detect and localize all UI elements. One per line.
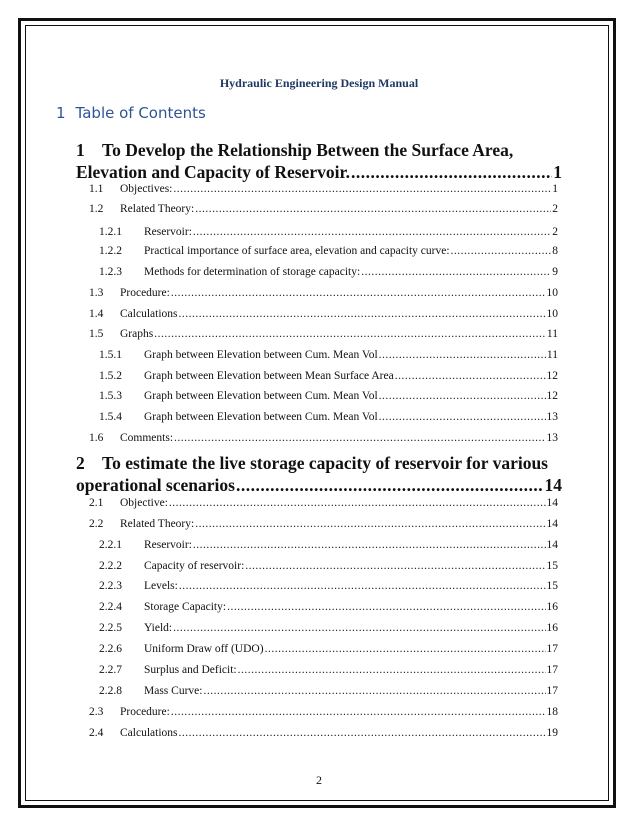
toc-entry[interactable] <box>99 245 558 257</box>
toc-chapter-2[interactable] <box>76 452 562 496</box>
toc-entry-number: 1.5.3 <box>99 390 122 402</box>
toc-entry-label: Reservoir: <box>144 539 192 551</box>
toc-entry-label: Procedure: <box>120 287 170 299</box>
toc-entry-label: Uniform Draw off (UDO) <box>144 643 264 655</box>
toc-dot-leader <box>265 643 546 655</box>
toc-dot-leader <box>193 226 551 238</box>
toc-dot-leader <box>395 370 546 382</box>
toc-page-number: 11 <box>546 349 558 361</box>
toc-page-number: 15 <box>546 560 558 572</box>
toc-entry-label: Surplus and Deficit: <box>144 664 237 676</box>
toc-entry-number: 1.3 <box>89 287 104 299</box>
toc-page-number: 16 <box>546 622 558 634</box>
toc-dot-leader <box>179 580 546 592</box>
toc-dot-leader <box>173 622 545 634</box>
toc-chapter-title-line1: To estimate the live storage capacity of reservoir for various <box>102 453 548 473</box>
toc-dot-leader <box>379 390 546 402</box>
toc-dot-leader <box>195 203 551 215</box>
toc-entry-number: 1.4 <box>89 308 104 320</box>
toc-entry-label: Objective: <box>120 497 168 509</box>
toc-entry-number: 2.2.1 <box>99 539 122 551</box>
document-header-title: Hydraulic Engineering Design Manual <box>219 76 419 90</box>
toc-page-number: 10 <box>546 308 558 320</box>
toc-chapter-number: 2 <box>76 453 85 473</box>
toc-entry[interactable] <box>89 183 558 195</box>
toc-entry-number: 1.5 <box>89 328 104 340</box>
toc-dot-leader <box>361 266 551 278</box>
toc-entry[interactable] <box>89 328 558 340</box>
toc-dot-leader <box>171 706 546 718</box>
toc-entry[interactable] <box>99 390 558 402</box>
toc-entry[interactable] <box>99 580 558 592</box>
toc-page-number: 14 <box>544 475 562 495</box>
toc-entry[interactable] <box>99 601 558 613</box>
toc-entry[interactable] <box>89 727 558 739</box>
toc-entry[interactable] <box>89 497 558 509</box>
toc-entry[interactable] <box>99 643 558 655</box>
toc-dot-leader <box>238 664 546 676</box>
toc-entry-label: Graph between Elevation between Cum. Mean Vol <box>144 349 378 361</box>
toc-entry-number: 2.2.6 <box>99 643 122 655</box>
toc-chapter-title-line2: operational scenarios <box>76 475 235 495</box>
toc-entry-label: Related Theory: <box>120 203 195 215</box>
toc-dot-leader <box>227 601 545 613</box>
toc-page-number: 14 <box>546 539 558 551</box>
toc-entry-label: Related Theory: <box>120 518 195 530</box>
toc-page-number: 12 <box>546 370 558 382</box>
toc-entry[interactable] <box>89 432 558 444</box>
toc-heading-number: 1 <box>56 104 66 122</box>
toc-page-number: 12 <box>546 390 558 402</box>
toc-dot-leader <box>245 560 545 572</box>
toc-entry-label: Graph between Elevation between Cum. Mean Vol <box>144 411 378 423</box>
toc-page-number: 19 <box>546 727 558 739</box>
toc-page-number: 14 <box>546 497 558 509</box>
toc-entry-label: Graph between Elevation between Cum. Mean Vol <box>144 390 378 402</box>
toc-page-number: 1 <box>553 162 562 182</box>
toc-entry-label: Comments: <box>120 432 174 444</box>
toc-page-number: 13 <box>546 432 558 444</box>
toc-entry-number: 2.2.8 <box>99 685 122 697</box>
toc-page-number: 15 <box>546 580 558 592</box>
toc-page-number: 18 <box>546 706 558 718</box>
toc-page-number: 17 <box>546 664 558 676</box>
toc-entry[interactable] <box>89 706 558 718</box>
toc-entry-label: Calculations <box>120 308 178 320</box>
toc-entry-number: 1.5.1 <box>99 349 122 361</box>
toc-dot-leader <box>174 432 545 444</box>
toc-page-number: 2 <box>552 203 558 215</box>
toc-entry[interactable] <box>99 539 558 551</box>
toc-dot-leader <box>169 497 546 509</box>
toc-entry-label: Reservoir: <box>144 226 192 238</box>
toc-page-number: 17 <box>546 643 558 655</box>
toc-page-number: 1 <box>552 183 558 195</box>
toc-page-number: 17 <box>546 685 558 697</box>
page-number-footer: 2 <box>316 773 322 787</box>
toc-dot-leader <box>195 518 545 530</box>
toc-page-number: 2 <box>552 226 558 238</box>
toc-entry-label: Capacity of reservoir: <box>144 560 245 572</box>
toc-entry-number: 1.2 <box>89 203 104 215</box>
toc-entry[interactable] <box>99 411 558 423</box>
toc-entry-label: Yield: <box>144 622 173 634</box>
toc-entry-label: Mass Curve: <box>144 685 203 697</box>
toc-entry-label: Levels: <box>144 580 178 592</box>
toc-entry[interactable] <box>99 226 558 238</box>
toc-dot-leader <box>379 411 546 423</box>
toc-dot-leader <box>154 328 546 340</box>
toc-entry[interactable] <box>99 560 558 572</box>
toc-entry-number: 2.2.7 <box>99 664 122 676</box>
toc-chapter-number: 1 <box>76 140 85 160</box>
toc-entry-number: 1.5.4 <box>99 411 122 423</box>
toc-entry[interactable] <box>99 370 558 382</box>
toc-entry-label: Calculations <box>120 727 178 739</box>
toc-entry-label: Objectives: <box>120 183 173 195</box>
toc-entry[interactable] <box>89 203 558 215</box>
toc-heading <box>56 104 206 122</box>
toc-chapter-title-line2: Elevation and Capacity of Reservoir. <box>76 162 350 182</box>
toc-entry-number: 1.2.3 <box>99 266 122 278</box>
toc-entry-number: 2.1 <box>89 497 104 509</box>
toc-entry-number: 2.2.5 <box>99 622 122 634</box>
toc-dot-leader <box>203 685 545 697</box>
toc-entry-number: 2.2 <box>89 518 104 530</box>
toc-entry-number: 1.2.2 <box>99 245 122 257</box>
toc-dot-leader <box>179 727 546 739</box>
toc-page-number: 14 <box>546 518 558 530</box>
toc-entry-number: 1.6 <box>89 432 104 444</box>
toc-dot-leader <box>179 308 546 320</box>
toc-dot-leader <box>351 161 552 183</box>
toc-page-number: 10 <box>546 287 558 299</box>
toc-entry-number: 2.2.3 <box>99 580 122 592</box>
toc-entry-number: 2.2.4 <box>99 601 122 613</box>
toc-page-number: 16 <box>546 601 558 613</box>
toc-chapter-1[interactable] <box>76 139 562 183</box>
toc-chapter-title-line1: To Develop the Relationship Between the Surface Area, <box>102 140 514 160</box>
toc-dot-leader <box>171 287 546 299</box>
toc-entry-number: 1.1 <box>89 183 104 195</box>
toc-entry[interactable] <box>89 308 558 320</box>
toc-dot-leader <box>173 183 551 195</box>
toc-entry-label: Practical importance of surface area, elevation and capacity curve: <box>144 245 450 257</box>
toc-entry-number: 2.2.2 <box>99 560 122 572</box>
toc-entry-label: Procedure: <box>120 706 170 718</box>
toc-page-number: 8 <box>552 245 558 257</box>
toc-page-number: 11 <box>546 328 558 340</box>
toc-page-number: 13 <box>546 411 558 423</box>
toc-dot-leader <box>236 474 544 496</box>
toc-heading-title: Table of Contents <box>75 104 206 122</box>
toc-entry-number: 2.4 <box>89 727 104 739</box>
toc-page-number: 9 <box>552 266 558 278</box>
toc-dot-leader <box>193 539 546 551</box>
toc-dot-leader <box>379 349 546 361</box>
toc-entry[interactable] <box>89 287 558 299</box>
toc-entry-number: 1.5.2 <box>99 370 122 382</box>
toc-entry[interactable] <box>99 685 558 697</box>
toc-entry-label: Methods for determination of storage capacity: <box>144 266 361 278</box>
toc-entry-label: Graphs <box>120 328 154 340</box>
toc-entry-label: Graph between Elevation between Mean Surface Area <box>144 370 394 382</box>
toc-dot-leader <box>451 245 552 257</box>
toc-entry-number: 2.3 <box>89 706 104 718</box>
toc-entry[interactable] <box>89 518 558 530</box>
toc-entry[interactable] <box>99 664 558 676</box>
toc-entry[interactable] <box>99 349 558 361</box>
toc-entry-number: 1.2.1 <box>99 226 122 238</box>
toc-entry[interactable] <box>99 266 558 278</box>
toc-entry[interactable] <box>99 622 558 634</box>
toc-entry-label: Storage Capacity: <box>144 601 227 613</box>
